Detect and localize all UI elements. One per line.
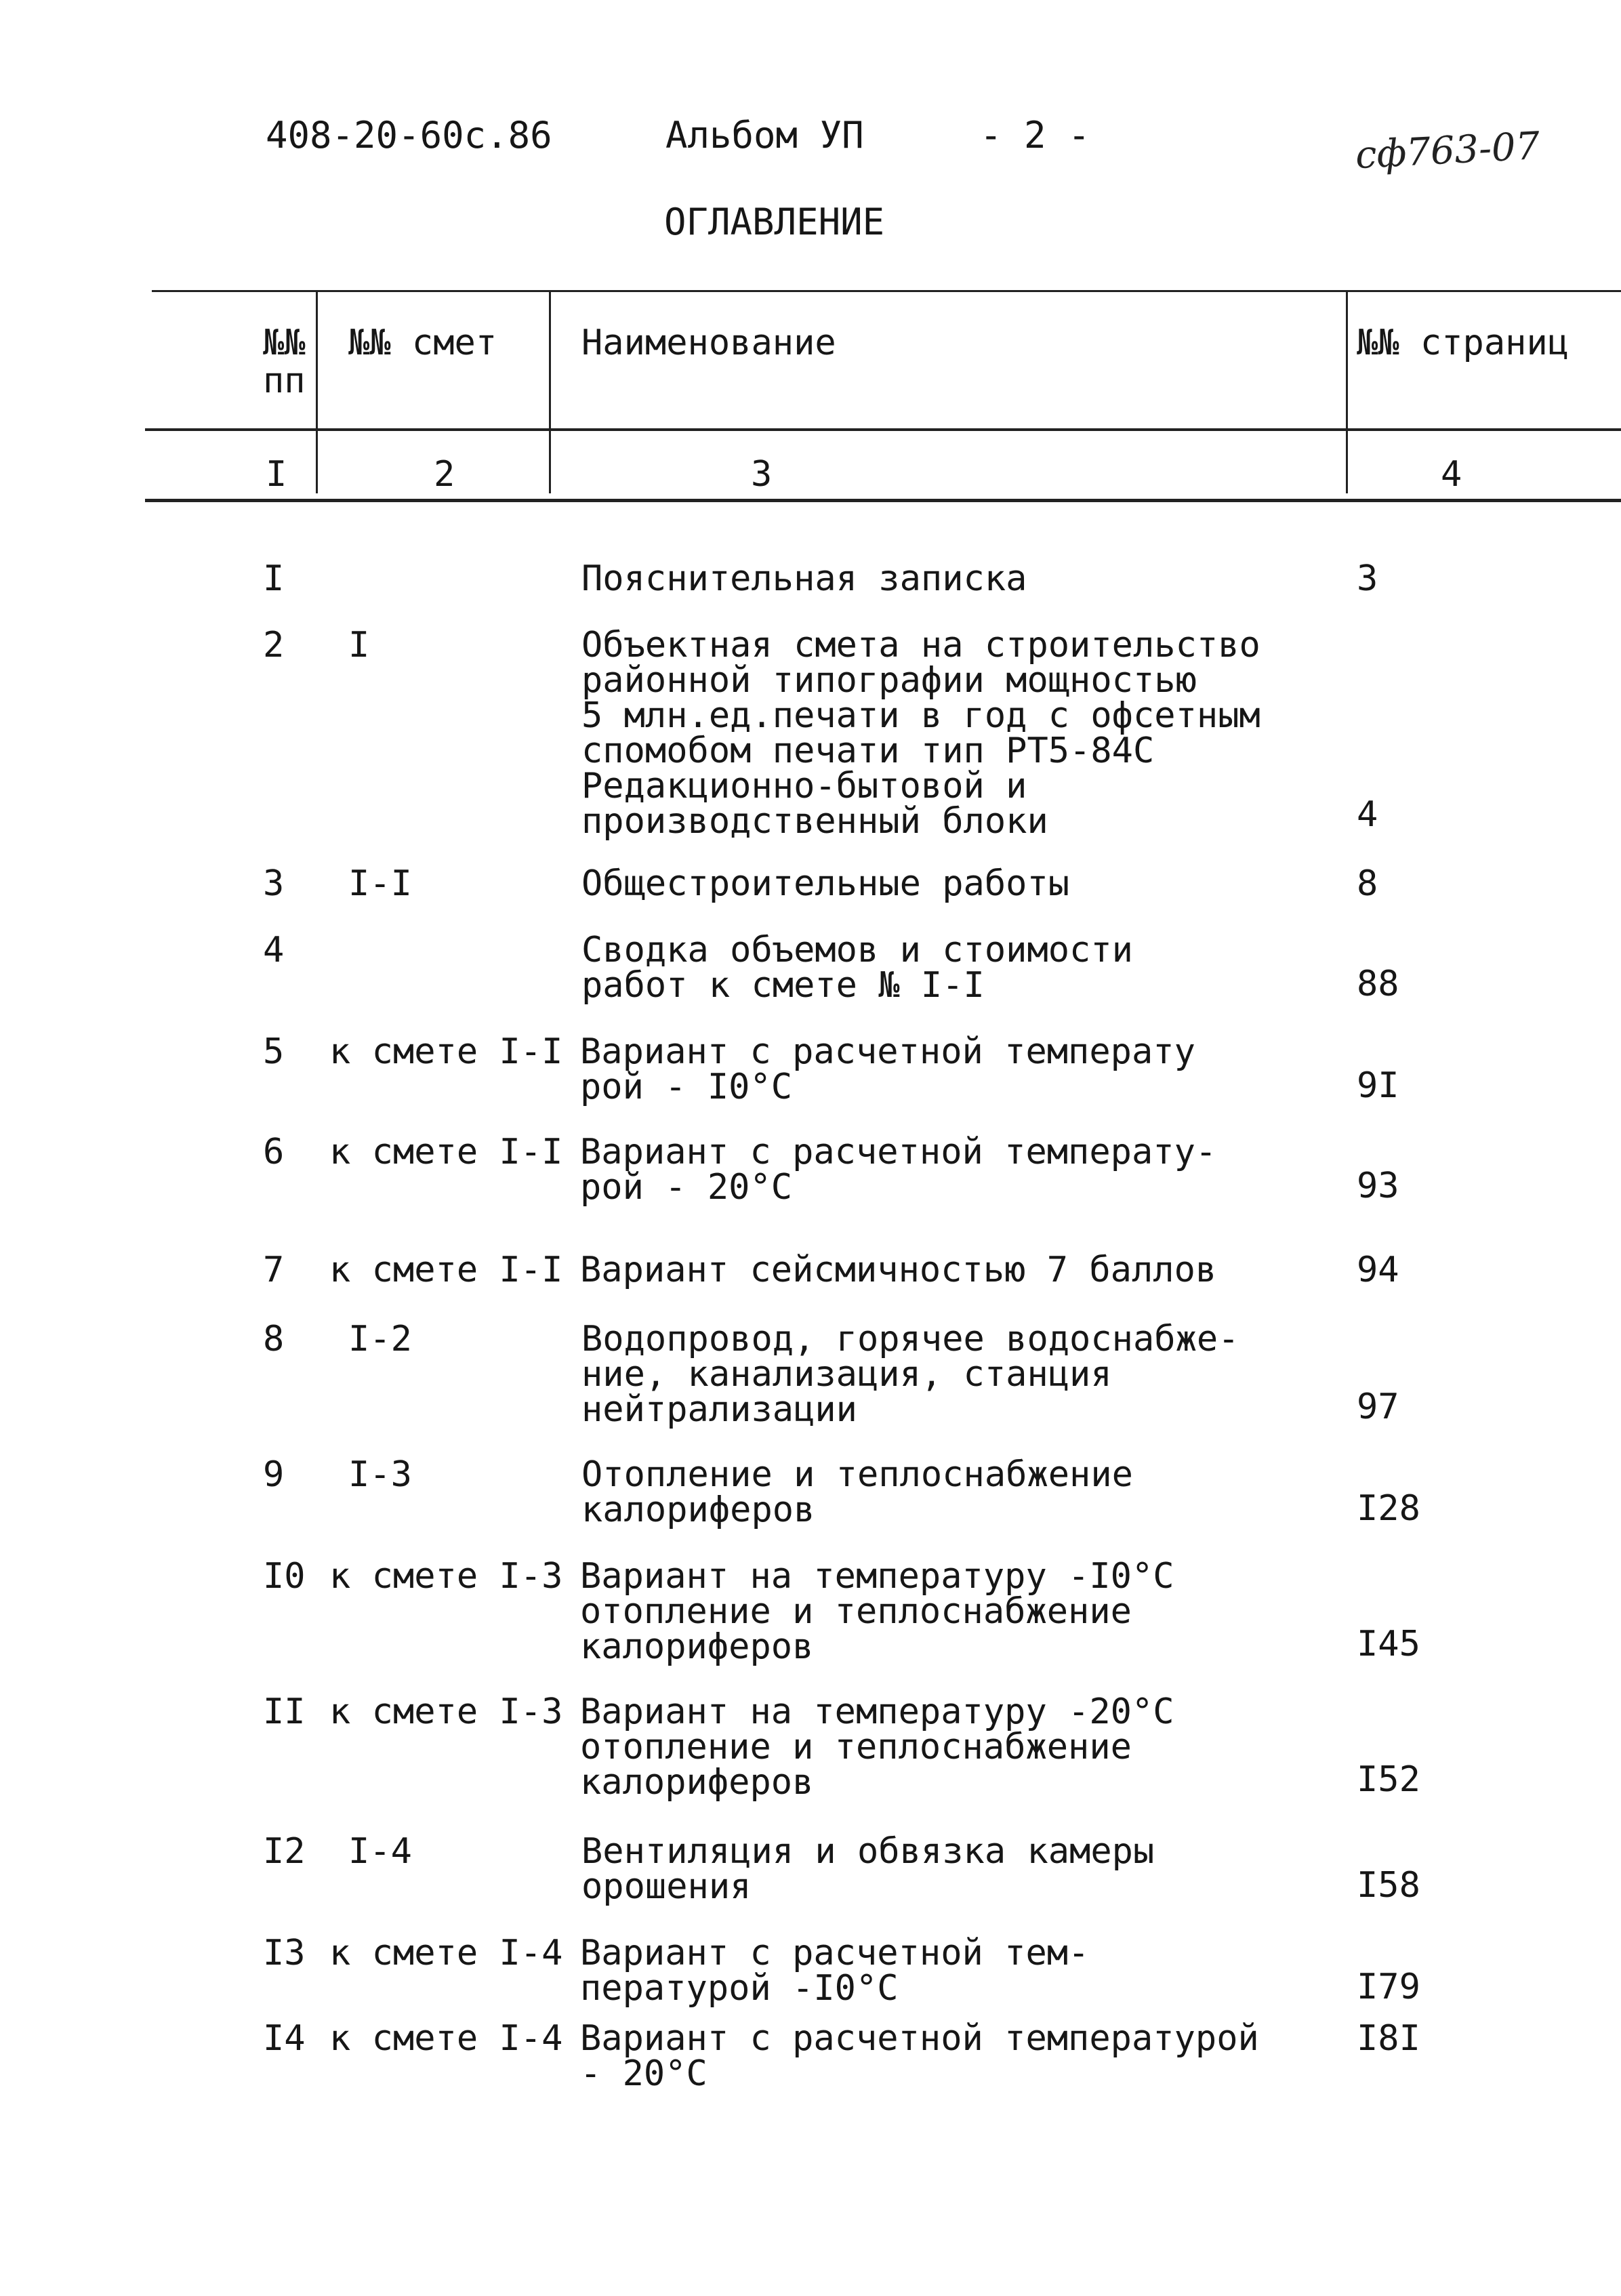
item-name-line: Пояснительная записка [581, 558, 1027, 599]
estimate-number: I [348, 625, 370, 665]
row-number: 5 [263, 1031, 285, 1072]
row-number: 8 [263, 1319, 285, 1359]
item-name [581, 625, 1300, 842]
item-name-line: Редакционно-бытовой и [581, 766, 1027, 806]
album-label: Альбом УП [665, 114, 864, 157]
colnum-bottom-rule [145, 499, 1621, 502]
page-ref: 94 [1357, 1250, 1399, 1290]
item-name-line: калориферов [580, 1626, 814, 1667]
row-number: II [263, 1692, 306, 1732]
estimate-number: к смете I-I [329, 1250, 563, 1290]
item-name-line: калориферов [580, 1762, 814, 1803]
row-number: 3 [263, 863, 285, 904]
page-ref: 93 [1357, 1166, 1399, 1206]
item-name [581, 1319, 1300, 1430]
item-name [581, 1831, 1300, 1907]
page-ref: 97 [1357, 1387, 1399, 1427]
column-number-1: I [266, 454, 287, 495]
item-name-line: Вариант с расчетной температу- [580, 1132, 1217, 1172]
row-number: I [263, 558, 285, 599]
item-name-line: Вариант на температуру -I0°C [580, 1556, 1174, 1597]
page-ref: I52 [1357, 1759, 1420, 1800]
row-number: 2 [263, 625, 285, 665]
item-name-line: Вентиляция и обвязка камеры [581, 1831, 1155, 1872]
item-name-line: Сводка объемов и стоимости [581, 930, 1133, 970]
estimate-number: к смете I-4 [329, 1933, 563, 1973]
column-number-4: 4 [1441, 454, 1462, 495]
item-name-line: отопление и теплоснабжение [580, 1591, 1132, 1632]
header-pages: №№ страниц [1357, 323, 1569, 363]
item-name-line: отопление и теплоснабжение [580, 1727, 1132, 1767]
page-ref: I28 [1357, 1488, 1420, 1529]
header-row-number: №№ пп [263, 323, 306, 401]
column-number-3: 3 [751, 454, 773, 495]
item-name [581, 930, 1300, 1006]
item-name [580, 2018, 1298, 2094]
column-number-2: 2 [434, 454, 455, 495]
header-estimate-number: №№ смет [348, 323, 497, 363]
row-number: 7 [263, 1250, 285, 1290]
page-ref: I45 [1357, 1624, 1420, 1664]
item-name-line: производственный блоки [581, 801, 1048, 842]
page-ref: 3 [1357, 558, 1378, 599]
page-ref: 9I [1357, 1065, 1399, 1106]
item-name [580, 1933, 1298, 2009]
item-name-line: Отопление и теплоснабжение [581, 1454, 1133, 1495]
item-name-line: орошения [581, 1866, 752, 1907]
item-name [581, 1454, 1300, 1530]
item-name [580, 1556, 1298, 1667]
item-name-line: Водопровод, горячее водоснабже- [581, 1319, 1239, 1359]
row-number: 6 [263, 1132, 285, 1172]
page-ref: I79 [1357, 1967, 1420, 2007]
item-name-line: районной типографии мощностью [581, 660, 1197, 701]
item-name-line: калориферов [581, 1490, 815, 1530]
item-name [580, 1031, 1298, 1107]
item-name-line: рой - I0°C [580, 1067, 793, 1107]
item-name [580, 1252, 1298, 1288]
row-number: 4 [263, 930, 285, 970]
item-name-line: нейтрализации [581, 1389, 857, 1430]
row-number: I0 [263, 1556, 306, 1597]
item-name [581, 558, 1300, 599]
column-divider-1 [316, 290, 318, 493]
estimate-number: I-I [348, 863, 412, 904]
row-number: I2 [263, 1831, 306, 1872]
item-name-line: рой - 20°C [580, 1167, 793, 1208]
column-divider-3 [1346, 290, 1348, 493]
page-ref: 8 [1357, 863, 1378, 904]
row-number: I4 [263, 2018, 306, 2059]
item-name-line: - 20°C [580, 2053, 707, 2094]
page-ref: I58 [1357, 1865, 1420, 1906]
estimate-number: I-4 [348, 1831, 412, 1872]
table-top-rule [152, 290, 1621, 292]
handwritten-note: сф763-07 [1354, 123, 1541, 178]
item-name-line: ние, канализация, станция [581, 1354, 1112, 1395]
page-ref: I8I [1357, 2018, 1420, 2059]
item-name-line: работ к смете № I-I [581, 965, 985, 1006]
item-name [581, 863, 1300, 904]
page-ref: 88 [1357, 964, 1399, 1004]
page-title: ОГЛАВЛЕНИЕ [664, 201, 885, 243]
estimate-number: к смете I-3 [329, 1556, 563, 1597]
estimate-number: к смете I-3 [329, 1692, 563, 1732]
estimate-number: к смете I-4 [329, 2018, 563, 2059]
estimate-number: I-2 [348, 1319, 412, 1359]
item-name [580, 1132, 1298, 1208]
item-name-line: Вариант с расчетной тем- [580, 1933, 1090, 1973]
estimate-number: к смете I-I [329, 1132, 563, 1172]
item-name-line: Вариант сейсмичностью 7 баллов [580, 1250, 1217, 1290]
item-name-line: спомобом печати тип РТ5-84С [581, 731, 1155, 771]
item-name-line: Общестроительные работы [581, 863, 1070, 904]
row-number: I3 [263, 1933, 306, 1973]
row-number: 9 [263, 1454, 285, 1495]
item-name-line: Объектная смета на строительство [581, 625, 1260, 665]
estimate-number: к смете I-I [329, 1031, 563, 1072]
estimate-number: I-3 [348, 1454, 412, 1495]
header-name: Наименование [581, 323, 836, 363]
item-name-line: 5 млн.ед.печати в год с офсетным [581, 695, 1260, 736]
item-name-line: Вариант на температуру -20°C [580, 1692, 1174, 1732]
header-bottom-rule [145, 428, 1621, 431]
page-ref: 4 [1357, 794, 1378, 835]
item-name [580, 1692, 1298, 1803]
column-divider-2 [549, 290, 551, 493]
item-name-line: Вариант с расчетной температурой [580, 2018, 1259, 2059]
item-name-line: пературой -I0°C [580, 1968, 899, 2009]
page-number: - 2 - [980, 114, 1090, 157]
document-code: 408-20-60с.86 [266, 114, 552, 157]
item-name-line: Вариант с расчетной температу [580, 1031, 1195, 1072]
